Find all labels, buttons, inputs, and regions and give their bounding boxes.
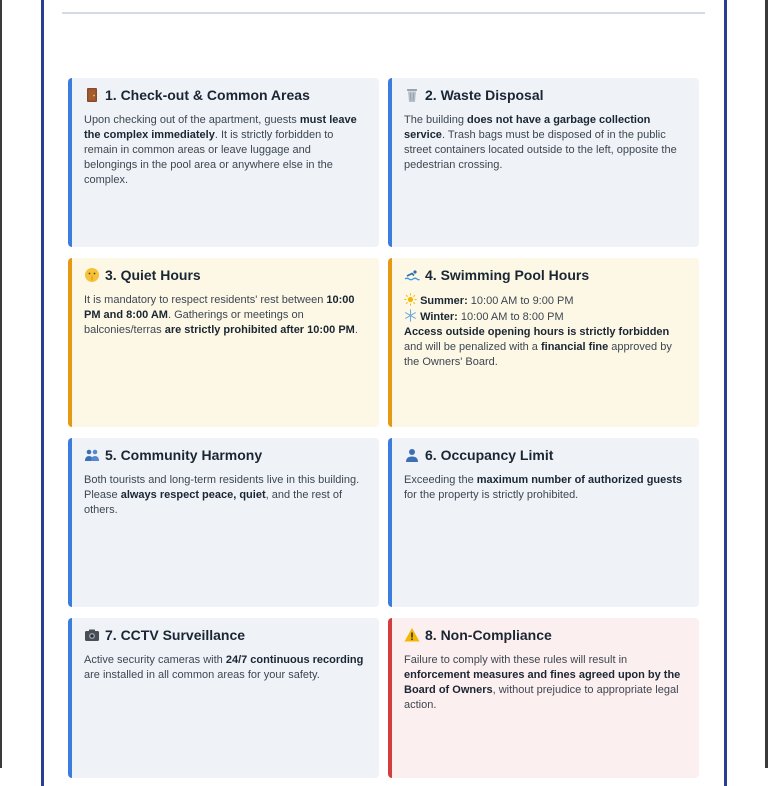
body-text: approved by the Owners' Board. — [404, 341, 672, 368]
person-icon — [404, 447, 420, 463]
card-body — [404, 113, 685, 173]
card-title — [404, 86, 685, 104]
header-divider — [62, 12, 705, 14]
rule-card-cctv — [68, 618, 379, 778]
card-body — [404, 293, 685, 370]
emphasis-text: enforcement measures and fines agreed upon by the Board of Owners — [404, 669, 680, 696]
shushing-face-icon — [84, 267, 100, 283]
rule-card-waste — [388, 78, 699, 247]
body-text: Both tourists and long-term residents live in this building. Please — [84, 474, 359, 501]
camera-icon — [84, 627, 100, 643]
card-title-text: 3. Quiet Hours — [105, 267, 201, 283]
rule-card-checkout — [68, 78, 379, 247]
winter-hours-line — [404, 309, 685, 325]
rule-card-non-compliance — [388, 618, 699, 778]
emphasis-text: does not have a garbage collection service — [404, 114, 650, 141]
winter-label: Winter: — [420, 311, 458, 323]
card-title-text: 7. CCTV Surveillance — [105, 627, 245, 643]
card-title — [84, 266, 365, 284]
card-body — [84, 473, 365, 518]
viewer-left-edge — [0, 0, 2, 768]
card-title — [404, 446, 685, 464]
emphasis-text: always respect peace, quiet — [121, 489, 266, 501]
body-text: are installed in all common areas for your safety. — [84, 669, 320, 681]
body-text: Exceeding the — [404, 474, 477, 486]
card-title-text: 5. Community Harmony — [105, 447, 262, 463]
pool-rule-text — [404, 326, 672, 368]
card-title — [404, 266, 685, 284]
card-body — [84, 113, 365, 188]
card-title-text: 4. Swimming Pool Hours — [425, 267, 589, 283]
swimmer-icon — [404, 267, 420, 283]
card-title-text: 2. Waste Disposal — [425, 87, 544, 103]
body-text: Failure to comply with these rules will result in — [404, 654, 627, 666]
rule-card-community — [68, 438, 379, 607]
summer-hours: 10:00 AM to 9:00 PM — [468, 295, 574, 307]
body-text: , without prejudice to appropriate legal action. — [404, 684, 679, 711]
body-text: . It is strictly forbidden to remain in common areas or leave luggage and belongings in the pool area or anywhere else in the complex. — [84, 129, 333, 186]
summer-label: Summer: — [420, 295, 468, 307]
card-body — [84, 653, 365, 683]
rule-card-quiet-hours — [68, 258, 379, 427]
emphasis-text: Access outside opening hours is strictly forbidden — [404, 326, 669, 338]
warning-icon — [404, 627, 420, 643]
card-body — [404, 473, 685, 503]
body-text: . Trash bags must be disposed of in the public street containers located outside to the left, opposite the pedestrian crossing. — [404, 129, 677, 171]
card-title — [84, 446, 365, 464]
rule-card-occupancy — [388, 438, 699, 607]
people-icon — [84, 447, 100, 463]
card-title-text: 6. Occupancy Limit — [425, 447, 553, 463]
trash-can-icon — [404, 87, 420, 103]
door-icon — [84, 87, 100, 103]
body-text: . — [355, 324, 358, 336]
body-text: It is mandatory to respect residents' rest between — [84, 294, 326, 306]
sun-icon — [404, 293, 417, 306]
emphasis-text: must leave the complex immediately — [84, 114, 357, 141]
card-title-text: 8. Non-Compliance — [425, 627, 552, 643]
card-title-text: 1. Check-out & Common Areas — [105, 87, 310, 103]
snowflake-icon — [404, 309, 417, 322]
card-title — [84, 626, 365, 644]
emphasis-text: financial fine — [541, 341, 608, 353]
body-text: The building — [404, 114, 467, 126]
rule-card-pool-hours — [388, 258, 699, 427]
emphasis-text: maximum number of authorized guests — [477, 474, 682, 486]
card-body — [84, 293, 365, 338]
card-body — [404, 653, 685, 713]
body-text: and will be penalized with a — [404, 341, 541, 353]
body-text: Active security cameras with — [84, 654, 226, 666]
emphasis-text: 24/7 continuous recording — [226, 654, 364, 666]
card-title — [404, 626, 685, 644]
emphasis-text: are strictly prohibited after 10:00 PM — [165, 324, 355, 336]
summer-hours-line — [404, 293, 685, 309]
winter-hours: 10:00 AM to 8:00 PM — [458, 311, 564, 323]
body-text: for the property is strictly prohibited. — [404, 489, 578, 501]
body-text: , and the rest of others. — [84, 489, 342, 516]
body-text: . Gatherings or meetings on balconies/terras — [84, 309, 304, 336]
card-title — [84, 86, 365, 104]
emphasis-text: 10:00 PM and 8:00 AM — [84, 294, 355, 321]
body-text: Upon checking out of the apartment, guests — [84, 114, 300, 126]
